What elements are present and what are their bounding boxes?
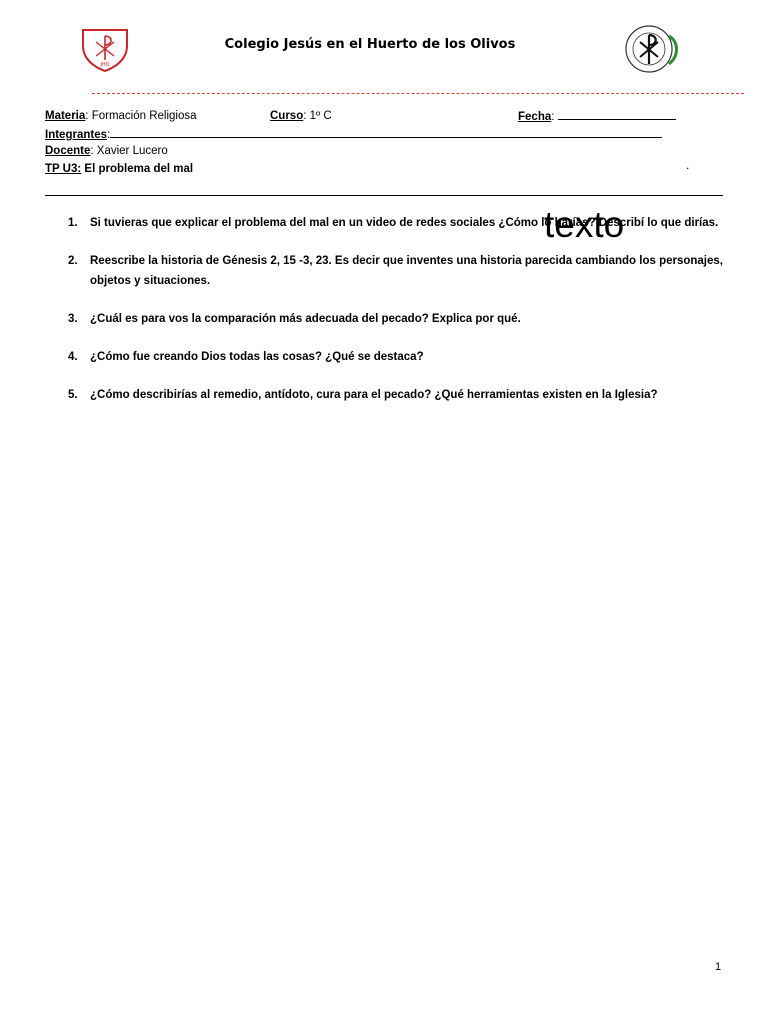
docente-label: Docente <box>45 145 91 157</box>
question-item <box>68 213 723 233</box>
question-number: 1. <box>68 217 78 229</box>
tp-field <box>45 162 193 176</box>
overlay-text: texto <box>544 204 625 245</box>
curso-field <box>270 109 332 123</box>
question-item <box>68 251 723 291</box>
fecha-label: Fecha <box>518 111 552 123</box>
materia-label: Materia <box>45 110 86 122</box>
question-text: ¿Cómo describirías al remedio, antídoto, cura para el pecado? ¿Qué herramientas existen en la Iglesia? <box>90 389 658 401</box>
curso-colon: : <box>303 110 307 122</box>
stray-dot: . <box>686 158 690 172</box>
integrantes-blank-line[interactable] <box>110 127 662 138</box>
fecha-colon: : <box>551 111 555 123</box>
page-number: 1 <box>715 961 722 973</box>
question-number: 5. <box>68 389 78 401</box>
question-number: 2. <box>68 255 78 267</box>
materia-field <box>45 109 197 123</box>
docente-field <box>45 144 168 158</box>
curso-value: 1º C <box>309 110 332 122</box>
integrantes-label: Integrantes <box>45 129 107 141</box>
docente-value: Xavier Lucero <box>96 145 168 157</box>
question-item <box>68 309 723 329</box>
docente-colon: : <box>90 145 94 157</box>
left-logo-text: JHO <box>100 62 110 68</box>
question-text: ¿Cómo fue creando Dios todas las cosas? ¿Qué se destaca? <box>90 351 424 363</box>
school-name: Colegio Jesús en el Huerto de los Olivos <box>224 37 516 52</box>
tp-label: TP U3: <box>45 163 82 175</box>
section-divider <box>45 195 723 196</box>
round-seal-chi-rho-icon <box>619 24 685 74</box>
integrantes-field <box>45 127 662 142</box>
question-text: ¿Cuál es para vos la comparación más adecuada del pecado? Explica por qué. <box>90 313 521 325</box>
question-text: Si tuvieras que explicar el problema del mal en un video de redes sociales ¿Cómo lo harías? Describí lo que dirías. <box>90 217 719 229</box>
question-number: 3. <box>68 313 78 325</box>
materia-colon: : <box>85 110 89 122</box>
materia-value: Formación Religiosa <box>91 110 197 122</box>
tp-value: El problema del mal <box>84 163 194 175</box>
question-number: 4. <box>68 351 78 363</box>
header-divider <box>92 93 744 94</box>
question-item <box>68 347 723 367</box>
question-text: Reescribe la historia de Génesis 2, 15 -3, 23. Es decir que inventes una historia parecida cambiando los personajes, objetos y situaciones. <box>90 255 723 287</box>
curso-label: Curso <box>270 110 304 122</box>
integrantes-colon: : <box>107 129 111 141</box>
question-item <box>68 385 723 405</box>
fecha-blank-line[interactable] <box>558 109 676 120</box>
question-list <box>68 213 723 423</box>
fecha-field <box>518 109 676 124</box>
